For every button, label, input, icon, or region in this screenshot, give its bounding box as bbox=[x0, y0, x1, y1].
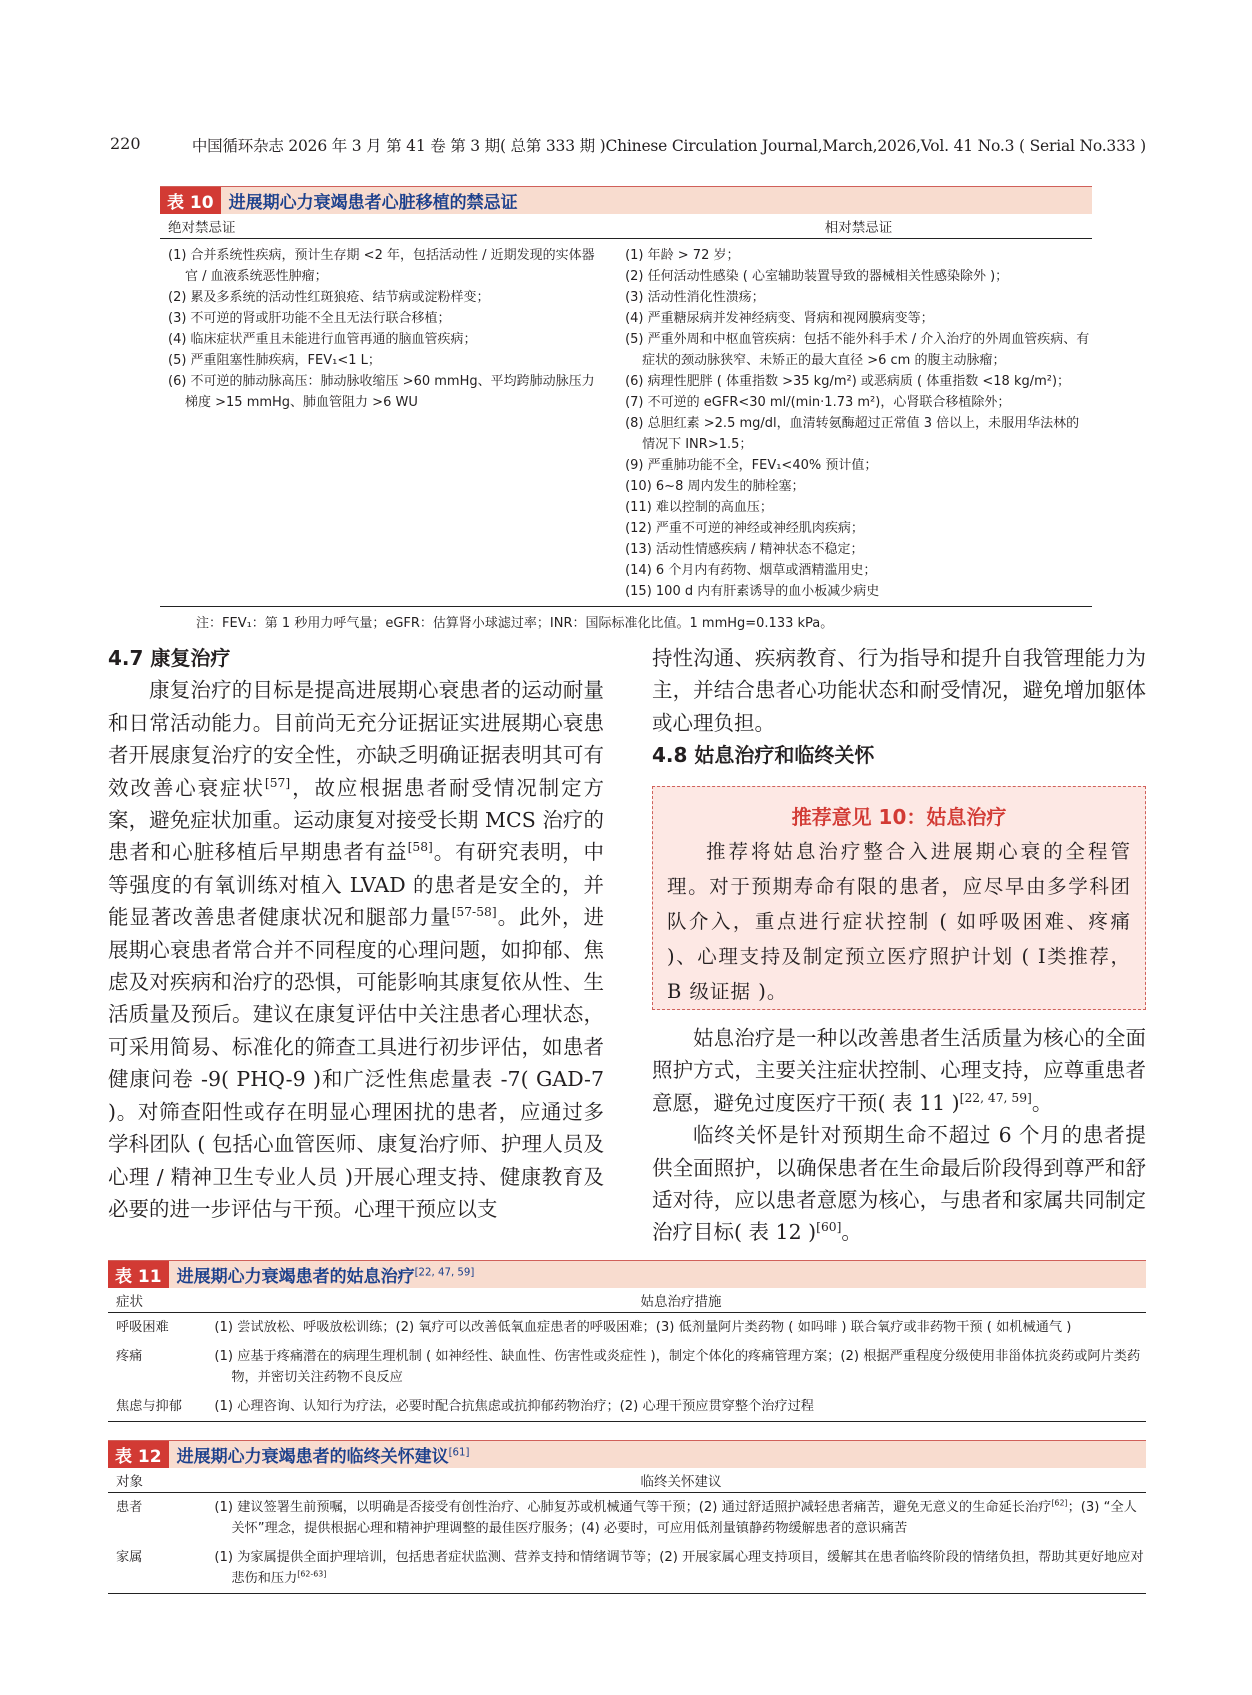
list-item: (6) 不可逆的肺动脉高压：肺动脉收缩压 >60 mmHg、平均跨肺动脉压力梯度 >15 mmHg、肺血管阻力 >6 WU bbox=[168, 374, 595, 410]
table-number: 表 10 bbox=[160, 187, 221, 214]
symptom-cell: 呼吸困难 bbox=[116, 1320, 169, 1335]
table-12-caption bbox=[108, 1440, 1146, 1468]
col-subject: 对象 bbox=[116, 1474, 143, 1490]
paragraph-continued: 持性沟通、疾病教育、行为指导和提升自我管理能力为主，并结合患者心功能状态和耐受情况，避免增加躯体或心理负担。 bbox=[652, 646, 1146, 735]
subject-cell: 患者 bbox=[116, 1500, 143, 1515]
citation: [62-63] bbox=[297, 1569, 327, 1579]
list-item: (8) 总胆红素 >2.5 mg/dl，血清转氨酶超过正常值 3 倍以上，未服用华法林的情况下 INR>1.5； bbox=[625, 416, 1080, 452]
recommendation-text: 推荐将姑息治疗整合入进展期心衰的全程管理。对于预期寿命有限的患者，应尽早由多学科团队介入，重点进行症状控制 ( 如呼吸困难、疼痛 )、心理支持及制定预立医疗照护计划 ( Ⅰ类推荐，B 级证据 )。 bbox=[667, 840, 1131, 1003]
symptom-cell: 疼痛 bbox=[116, 1349, 143, 1364]
col-absolute: 绝对禁忌证 bbox=[168, 220, 236, 236]
list-item: (15) 100 d 内有肝素诱导的血小板减少病史 bbox=[625, 584, 880, 599]
table-11-rows bbox=[108, 1313, 1146, 1421]
table-number: 表 12 bbox=[108, 1441, 169, 1468]
table-bottom-rule bbox=[108, 1421, 1146, 1422]
relative-list bbox=[605, 245, 1092, 602]
advice-text: (1) 为家属提供全面护理培训，包括患者症状监测、营养支持和情绪调节等；(2) 开展家属心理支持项目，缓解其在患者临终阶段的情绪负担，帮助其更好地应对悲伤和压力 bbox=[214, 1550, 1144, 1586]
table-title: 进展期心力衰竭患者的临终关怀建议[61] bbox=[176, 1447, 470, 1467]
paragraph: 康复治疗的目标是提高进展期心衰患者的运动耐量和日常活动能力。目前尚无充分证据证实进展期心衰患者开展康复治疗的安全性，亦缺乏明确证据表明其可有效改善心衰症状[57]，故应根据患者耐受情况制定方案，避免症状加重。运动康复对接受长期 MCS 治疗的患者和心脏移植后早期患者有益[58]。有研究表明，中等强度的有氧训练对植入 LVAD 的患者是安全的，并能显著改善患者健康状况和腿部力量[57-58]。此外，进展期心衰患者常合并不同程度的心理问题，如抑郁、焦虑及对疾病和治疗的恐惧，可能影响其康复依从性、生活质量及预后。建议在康复评估中关注患者心理状态，可采用简易、标准化的筛查工具进行初步评估，如患者健康问卷 -9( PHQ-9 )和广泛性焦虑量表 -7( GAD-7 )。对筛查阳性或存在明显心理困扰的患者，应通过多学科团队 ( 包括心血管医师、康复治疗师、护理人员及心理 / 精神卫生专业人员 )开展心理支持、健康教育及必要的进一步评估与干预。心理干预应以支 bbox=[108, 678, 605, 1221]
table-11 bbox=[108, 1260, 1146, 1422]
advice-text: (1) 建议签署生前预嘱，以明确是否接受有创性治疗、心肺复苏或机械通气等干预；(2) 通过舒适照护减轻患者痛苦，避免无意义的生命延长治疗 bbox=[214, 1500, 1052, 1515]
recommendation-title: 推荐意见 10：姑息治疗 bbox=[791, 805, 1007, 829]
list-item: (9) 严重肺功能不全，FEV₁<40% 预计值； bbox=[625, 458, 878, 473]
running-header: 中国循环杂志 2026 年 3 月 第 41 卷 第 3 期( 总第 333 期 )Chinese Circulation Journal,March,2026,Vol. 41 No.3 ( Serial No.333 ) bbox=[191, 137, 1146, 155]
list-item: (4) 严重糖尿病并发神经病变、肾病和视网膜病变等； bbox=[625, 311, 934, 326]
absolute-list bbox=[160, 245, 605, 602]
paragraph: 姑息治疗是一种以改善患者生活质量为核心的全面照护方式，主要关注症状控制、心理支持，应尊重患者意愿，避免过度医疗干预( 表 11 )[22, 47, 59]。 bbox=[652, 1026, 1146, 1115]
table-bottom-rule bbox=[160, 606, 1092, 607]
table-12-rows bbox=[108, 1493, 1146, 1593]
table-12 bbox=[108, 1440, 1146, 1594]
col-relative: 相对禁忌证 bbox=[824, 220, 893, 236]
table-10-body bbox=[160, 239, 1092, 606]
table-12-header bbox=[108, 1468, 1146, 1493]
advice-cell bbox=[214, 1497, 1146, 1539]
measure-cell: (1) 应基于疼痛潜在的病理生理机制 ( 如神经性、缺血性、伤害性或炎症性 )，制定个体化的疼痛管理方案；(2) 根据严重程度分级使用非甾体抗炎药或阿片类药物，并密切关注药物不良反应 bbox=[214, 1349, 1141, 1385]
table-row bbox=[108, 1342, 1146, 1392]
list-item: (2) 任何活动性感染 ( 心室辅助装置导致的器械相关性感染除外 )； bbox=[625, 269, 1009, 284]
table-row bbox=[108, 1543, 1146, 1593]
table-10-note: 注：FEV₁：第 1 秒用力呼气量；eGFR：估算肾小球滤过率；INR：国际标准化比值。1 mmHg=0.133 kPa。 bbox=[196, 616, 834, 631]
table-title: 进展期心力衰竭患者心脏移植的禁忌证 bbox=[228, 193, 518, 213]
page-number: 220 bbox=[110, 134, 141, 153]
list-item: (7) 不可逆的 eGFR<30 ml/(min·1.73 m²)，心肾联合移植除外； bbox=[625, 395, 1011, 410]
section-heading: 4.8 姑息治疗和临终关怀 bbox=[652, 743, 875, 768]
list-item: (12) 严重不可逆的神经或神经肌肉疾病； bbox=[625, 521, 864, 536]
table-bottom-rule bbox=[108, 1593, 1146, 1594]
table-number: 表 11 bbox=[108, 1261, 169, 1288]
list-item: (1) 合并系统性疾病，预计生存期 <2 年，包括活动性 / 近期发现的实体器官 / 血液系统恶性肿瘤； bbox=[168, 248, 595, 284]
symptom-cell: 焦虑与抑郁 bbox=[116, 1399, 182, 1414]
table-row bbox=[108, 1392, 1146, 1421]
list-item: (10) 6~8 周内发生的肺栓塞； bbox=[625, 479, 805, 494]
list-item: (13) 活动性情感疾病 / 精神状态不稳定； bbox=[625, 542, 864, 557]
right-column bbox=[652, 642, 1146, 772]
list-item: (3) 不可逆的肾或肝功能不全且无法行联合移植； bbox=[168, 311, 451, 326]
table-10-header bbox=[160, 214, 1092, 239]
list-item: (1) 年龄 > 72 岁； bbox=[625, 248, 740, 263]
col-measure: 姑息治疗措施 bbox=[640, 1294, 722, 1310]
list-item: (2) 累及多系统的活动性红斑狼疮、结节病或淀粉样变； bbox=[168, 290, 490, 305]
table-row bbox=[108, 1493, 1146, 1543]
advice-cell bbox=[214, 1547, 1146, 1589]
list-item: (14) 6 个月内有药物、烟草或酒精滥用史； bbox=[625, 563, 877, 578]
col-advice: 临终关怀建议 bbox=[640, 1474, 722, 1490]
col-symptom: 症状 bbox=[116, 1294, 143, 1310]
left-column bbox=[108, 642, 604, 1225]
list-item: (5) 严重阻塞性肺疾病，FEV₁<1 L； bbox=[168, 353, 381, 368]
table-11-caption bbox=[108, 1260, 1146, 1288]
measure-cell: (1) 心理咨询、认知行为疗法，必要时配合抗焦虑或抗抑郁药物治疗；(2) 心理干预应贯穿整个治疗过程 bbox=[214, 1399, 814, 1414]
list-item: (4) 临床症状严重且未能进行血管再通的脑血管疾病； bbox=[168, 332, 477, 347]
table-title: 进展期心力衰竭患者的姑息治疗[22, 47, 59] bbox=[176, 1267, 475, 1287]
recommendation-box bbox=[652, 786, 1146, 1010]
table-row bbox=[108, 1313, 1146, 1342]
list-item: (6) 病理性肥胖 ( 体重指数 >35 kg/m²) 或恶病质 ( 体重指数 <18 kg/m²)； bbox=[625, 374, 1071, 389]
list-item: (3) 活动性消化性溃疡； bbox=[625, 290, 765, 305]
right-column-lower bbox=[652, 1022, 1146, 1249]
measure-cell: (1) 尝试放松、呼吸放松训练；(2) 氧疗可以改善低氧血症患者的呼吸困难；(3) 低剂量阿片类药物 ( 如吗啡 ) 联合氧疗或非药物干预 ( 如机械通气 ) bbox=[214, 1320, 1072, 1335]
table-11-header bbox=[108, 1288, 1146, 1313]
list-item: (11) 难以控制的高血压； bbox=[625, 500, 773, 515]
section-heading: 4.7 康复治疗 bbox=[108, 646, 231, 670]
subject-cell: 家属 bbox=[116, 1550, 143, 1565]
paragraph: 临终关怀是针对预期生命不超过 6 个月的患者提供全面照护，以确保患者在生命最后阶段得到尊严和舒适对待，应以患者意愿为核心，与患者和家属共同制定治疗目标( 表 12 )[60]。 bbox=[652, 1123, 1146, 1245]
list-item: (5) 严重外周和中枢血管疾病：包括不能外科手术 / 介入治疗的外周血管疾病、有症状的颈动脉狭窄、未矫正的最大直径 >6 cm 的腹主动脉瘤； bbox=[625, 332, 1090, 368]
table-10 bbox=[160, 186, 1092, 607]
table-10-caption bbox=[160, 186, 1092, 214]
citation: [62] bbox=[1051, 1498, 1068, 1508]
advice-text: ；(3) “全人关怀”理念，提供根据心理和精神护理调整的最佳医疗服务；(4) 必要时，可应用低剂量镇静药物缓解患者的意识痛苦 bbox=[231, 1500, 1137, 1536]
